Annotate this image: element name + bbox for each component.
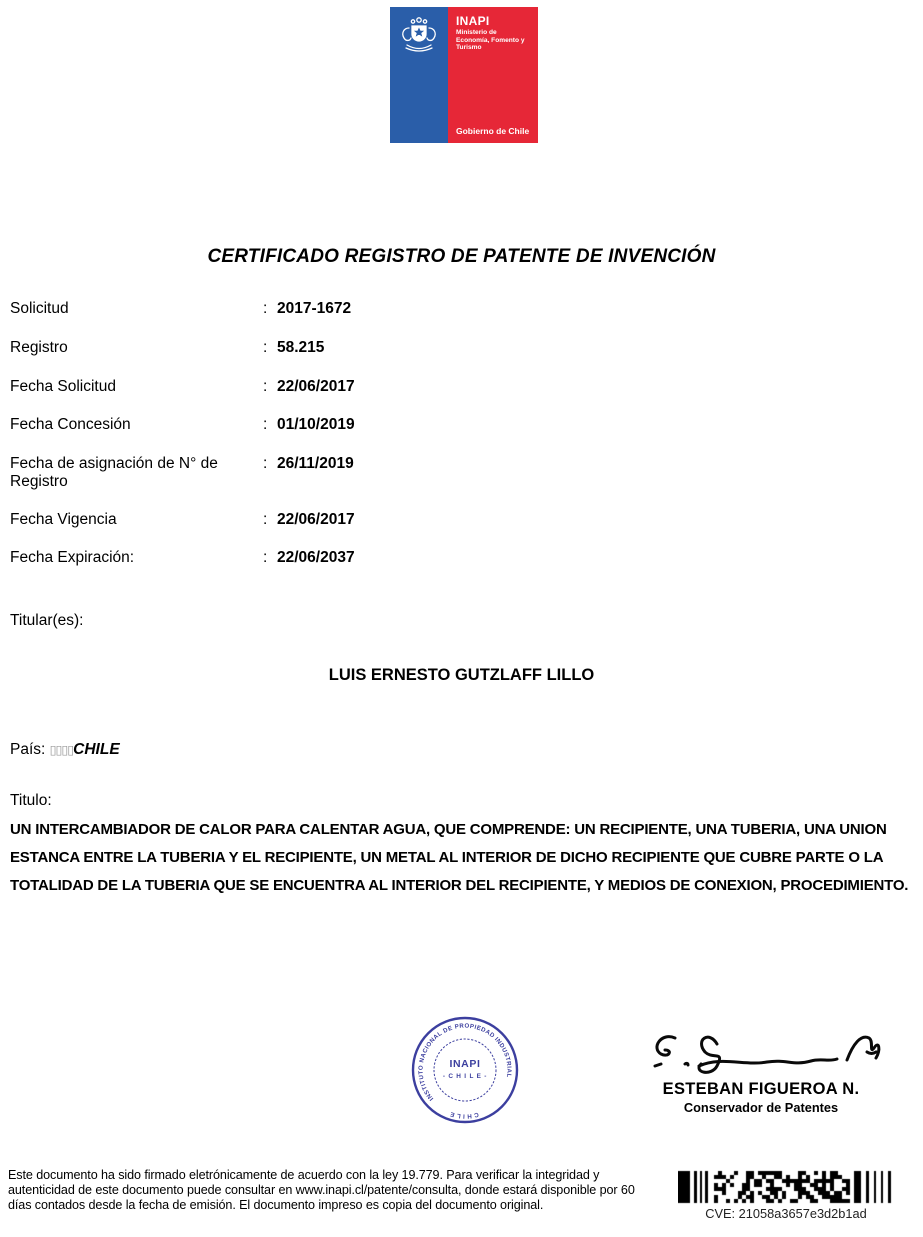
inapi-round-seal — [409, 1014, 521, 1126]
seal-inner-ring — [434, 1039, 496, 1101]
inapi-logo — [390, 7, 538, 143]
country-line — [10, 741, 120, 759]
logo-brand-text: INAPI — [456, 14, 490, 28]
logo-blue-panel — [390, 7, 448, 143]
field-colon: : — [263, 455, 268, 472]
chile-coat-of-arms-icon — [397, 15, 441, 67]
field-label: Fecha Solicitud — [10, 378, 116, 395]
field-label: Fecha Expiración: — [10, 549, 135, 566]
field-label: Solicitud — [10, 300, 69, 317]
logo-government-text: Gobierno de Chile — [456, 126, 530, 136]
titulars-heading: Titular(es): — [10, 612, 84, 629]
field-colon: : — [263, 511, 268, 528]
field-colon: : — [263, 378, 268, 395]
seal-center-country: - C H I L E - — [442, 1073, 488, 1080]
field-value: 26/11/2019 — [277, 455, 354, 472]
field-value: 2017-1672 — [277, 300, 352, 317]
signature-block — [636, 1022, 886, 1115]
field-colon: : — [263, 549, 268, 566]
certificate-title: CERTIFICADO REGISTRO DE PATENTE DE INVENCIÓN — [207, 246, 716, 267]
field-value: 22/06/2017 — [277, 511, 355, 528]
patent-title-heading: Titulo: — [10, 792, 52, 809]
logo-red-panel — [448, 7, 538, 143]
field-label: Registro — [10, 339, 68, 356]
ministry-line: Economía, Fomento y — [456, 36, 525, 44]
field-value: 01/10/2019 — [277, 416, 355, 433]
field-label: Fecha Vigencia — [10, 511, 117, 528]
field-value: 22/06/2017 — [277, 378, 355, 395]
seal-ring-text: INSTITUTO NACIONAL DE PROPIEDAD INDUSTRIAL — [417, 1022, 513, 1102]
signatory-name: ESTEBAN FIGUEROA N. — [662, 1080, 860, 1098]
field-colon: : — [263, 300, 268, 317]
field-label: Fecha Concesión — [10, 416, 131, 433]
signature-scribble — [641, 1022, 881, 1078]
country-value: CHILE — [73, 741, 120, 758]
seal-ring-bottom-text: CHILE — [447, 1109, 480, 1120]
legal-footer-text: Este documento ha sido firmado eletrónicamente de acuerdo con la ley 19.779. Para verificar la integridad y autenticidad de este documento puede consultar en www.inapi.cl/patente/consulta, donde estará disponible por 60 días contados desde la fecha de emisión. El documento impreso es copia del documento original. — [8, 1168, 635, 1212]
seal-center-brand: INAPI — [449, 1058, 481, 1070]
field-label: Fecha de asignación de N° de Registro — [10, 455, 218, 490]
svg-text:CHILE — [447, 1110, 479, 1120]
signatory-role: Conservador de Patentes — [683, 1100, 839, 1115]
field-value: 58.215 — [277, 339, 325, 356]
field-colon: : — [263, 416, 268, 433]
patent-title-text: UN INTERCAMBIADOR DE CALOR PARA CALENTAR AGUA, QUE COMPRENDE: UN RECIPIENTE, UNA TUBERIA, UNA UNION ESTANCA ENTRE LA TUBERIA Y EL RECIPIENTE, UN METAL AL INTERIOR DE DICHO RECIPIENTE QUE CUBRE PARTE O LA TOTALIDAD DE LA TUBERIA QUE SE ENCUENTRA AL INTERIOR DEL RECIPIENTE, Y MEDIOS DE CONEXION, PROCEDIMIENTO. — [10, 821, 909, 894]
verification-barcode — [678, 1170, 894, 1204]
field-colon: : — [263, 339, 268, 356]
field-value: 22/06/2037 — [277, 549, 355, 566]
cve-code: CVE: 21058a3657e3d2b1ad — [705, 1206, 867, 1221]
country-label: País: — [10, 741, 50, 758]
logo-ministry-text — [456, 29, 525, 52]
missing-glyph-boxes: ▯▯▯▯ — [49, 743, 74, 757]
seal-outer-ring — [413, 1018, 517, 1122]
ministry-line: Ministerio de — [456, 29, 497, 36]
titular-name: LUIS ERNESTO GUTZLAFF LILLO — [328, 666, 595, 684]
ministry-line: Turismo — [456, 44, 482, 52]
